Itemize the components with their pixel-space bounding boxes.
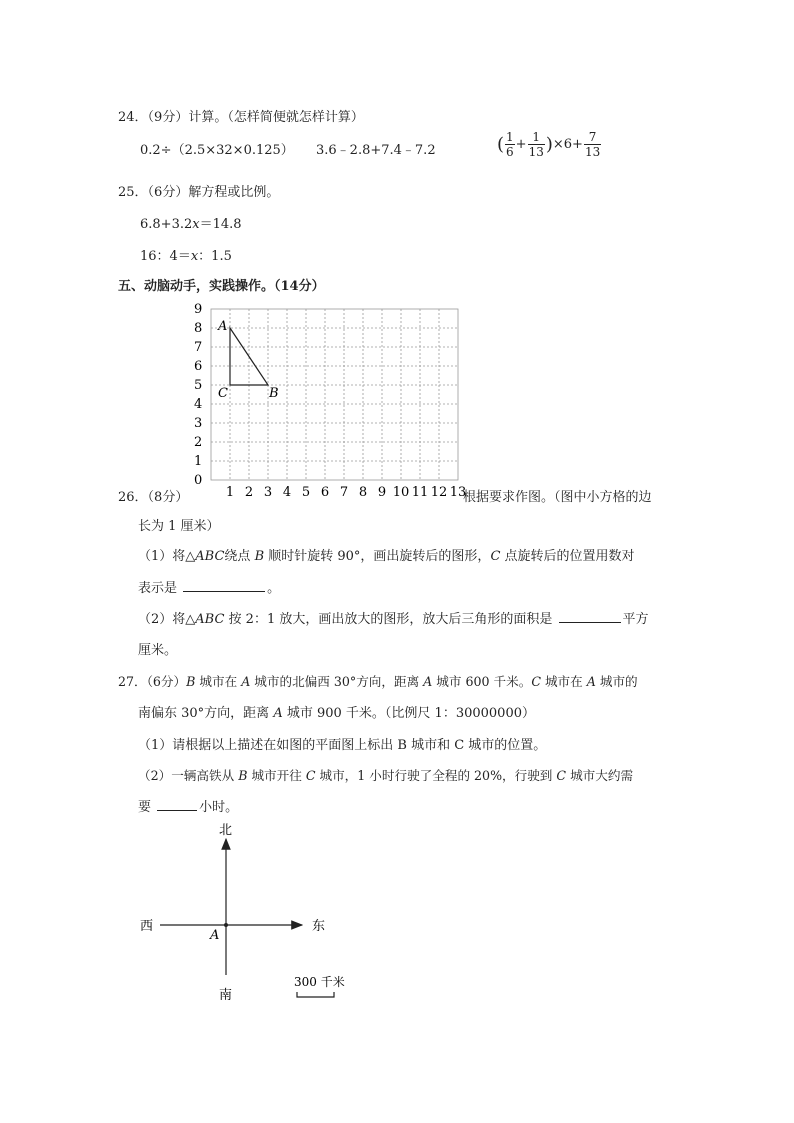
origin-label: A (210, 928, 220, 943)
x-axis-label: 6 (320, 485, 330, 500)
q26-number: 26．（8分） (118, 490, 189, 505)
y-axis-label: 0 (194, 473, 203, 488)
east-label: 东 (312, 919, 326, 934)
point-label-b: B (269, 386, 279, 401)
x-axis-label: 4 (282, 485, 292, 500)
y-axis-label: 2 (194, 435, 203, 450)
x-axis-label: 11 (411, 485, 429, 500)
q27-part2: （2）一辆高铁从 B 城市开往 C 城市，1 小时行驶了全程的 20%，行驶到 C 城市大约需 (138, 768, 634, 783)
y-axis-label: 8 (194, 321, 203, 336)
scale-bar (297, 992, 334, 997)
q25-eq2: 16：4＝x：1.5 (140, 249, 232, 264)
q24-expr1: 0.2÷（2.5×32×0.125） (140, 143, 294, 158)
x-axis-label: 8 (358, 485, 368, 500)
x-axis-label: 1 (225, 485, 235, 500)
x-axis-label: 2 (244, 485, 254, 500)
fraction-1-6: $\frac{1}{6}$ (506, 130, 514, 159)
q27-line2: 南偏东 30°方向，距离 A 城市 900 千米。（比例尺 1：30000000） (138, 706, 535, 721)
point-label-a: A (218, 319, 228, 334)
lparen: ( (497, 134, 505, 155)
direction-diagram (130, 815, 370, 1015)
west-label: 西 (140, 919, 154, 934)
x-axis-label: 5 (301, 485, 311, 500)
section5-title: 五、动脑动手，实践操作。（14分） (118, 279, 325, 294)
y-axis-label: 5 (194, 378, 203, 393)
x-axis-label: 13 (449, 485, 467, 500)
north-label: 北 (219, 823, 233, 838)
y-axis-label: 6 (194, 359, 203, 374)
origin-point (224, 923, 228, 927)
fraction-7-13: $\frac{7}{13}$ (584, 130, 601, 159)
south-label: 南 (219, 988, 233, 1003)
q26-part2-cont: 厘米。 (138, 643, 178, 658)
q24-expr2: 3.6﹣2.8+7.4﹣7.2 (316, 143, 436, 158)
q26-part2: （2）将△ABC 按 2：1 放大，画出放大的图形，放大后三角形的面积是 平方 (138, 612, 649, 627)
times-six-plus: ×6+ (552, 137, 583, 152)
fraction-1-13: $\frac{1}{13}$ (528, 130, 544, 159)
plus-sign: + (515, 137, 527, 152)
y-axis-label: 3 (194, 416, 203, 431)
rparen: ) (545, 134, 553, 155)
y-axis-label: 1 (194, 454, 203, 469)
q26-part1: （1）将△ABC绕点 B 顺时针旋转 90°，画出旋转后的图形，C 点旋转后的位置用数对 (138, 549, 635, 564)
q24-title: 24．（9分）计算。（怎样简便就怎样计算） (118, 110, 364, 125)
y-axis-label: 7 (194, 340, 203, 355)
y-axis-label: 9 (194, 302, 203, 317)
answer-blank[interactable] (183, 579, 265, 592)
q26-part1-answer: 表示是 。 (138, 581, 281, 596)
x-axis-label: 10 (392, 485, 410, 500)
x-axis-label: 7 (339, 485, 349, 500)
q26-instruction-cont: 长为 1 厘米） (138, 519, 220, 534)
q26-instruction: 根据要求作图。（图中小方格的边 (463, 490, 652, 505)
triangle-abc (230, 328, 268, 385)
q27-line1: 27．（6分）B 城市在 A 城市的北偏西 30°方向，距离 A 城市 600 千米。C 城市在 A 城市的 (118, 674, 638, 689)
q25-title: 25．（6分）解方程或比例。 (118, 185, 280, 200)
q24-expr3 (497, 130, 602, 159)
answer-blank[interactable] (157, 798, 197, 811)
x-axis-label: 12 (430, 485, 448, 500)
q27-part2-answer: 要 小时。 (138, 800, 239, 815)
answer-blank[interactable] (559, 610, 621, 623)
point-label-c: C (218, 386, 228, 401)
q25-eq1: 6.8+3.2x＝14.8 (140, 217, 242, 232)
coordinate-grid (190, 300, 480, 500)
q27-part1: （1）请根据以上描述在如图的平面图上标出 B 城市和 C 城市的位置。 (138, 738, 547, 753)
x-axis-label: 3 (263, 485, 273, 500)
y-axis-label: 4 (194, 397, 203, 412)
x-axis-label: 9 (377, 485, 387, 500)
scale-label: 300 千米 (294, 975, 345, 989)
